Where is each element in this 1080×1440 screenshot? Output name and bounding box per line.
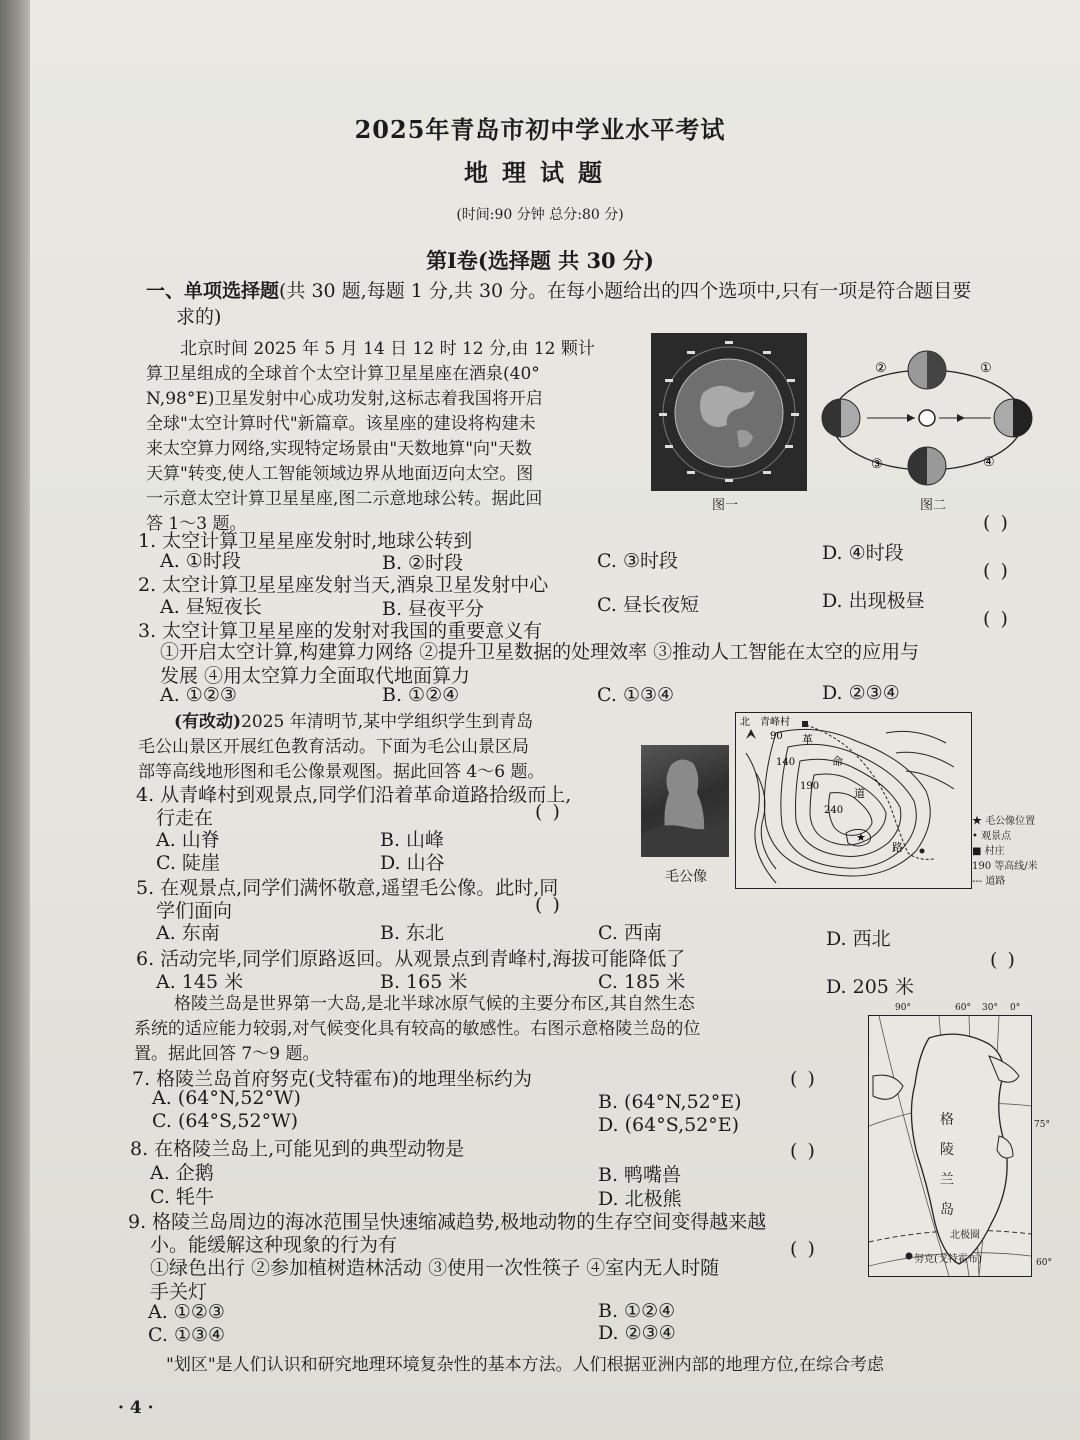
q2-answer-blank[interactable]: ( ) <box>983 560 1010 582</box>
q9-stem-line-2: 小。能缓解这种现象的行为有 <box>150 1234 398 1256</box>
q1-answer-blank[interactable]: ( ) <box>983 512 1010 534</box>
q1-option-d[interactable]: D. ④时段 <box>822 542 904 564</box>
passage-1-line: 全球"太空计算时代"新篇章。该星座的建设将构建未 <box>146 414 536 434</box>
island-name-char: 陵 <box>940 1142 954 1158</box>
q4-option-d[interactable]: D. 山谷 <box>380 852 445 874</box>
q9-option-d[interactable]: D. ②③④ <box>598 1322 676 1344</box>
instruction-line-2: 求的) <box>176 306 222 328</box>
q5-stem-line-2: 学们面向 <box>156 900 233 922</box>
nuuk-label: 努克(戈特霍布) <box>914 1254 982 1265</box>
contour-label-240: 240 <box>824 805 844 816</box>
q9-option-c[interactable]: C. ①③④ <box>148 1324 226 1346</box>
road-char-4: 路 <box>892 841 903 854</box>
q6-option-c[interactable]: C. 185 米 <box>598 971 686 993</box>
passage-1-line: 一示意太空计算卫星星座,图二示意地球公转。据此回 <box>146 489 543 509</box>
svg-text:★: ★ <box>856 831 866 844</box>
q4-answer-blank[interactable]: ( ) <box>535 801 562 823</box>
q1-stem: 1. 太空计算卫星星座发射时,地球公转到 <box>138 530 473 552</box>
q3-option-c[interactable]: C. ①③④ <box>597 684 675 706</box>
q5-option-a[interactable]: A. 东南 <box>156 922 220 944</box>
lon-label-60: 60° <box>955 1003 971 1013</box>
contour-label-190: 190 <box>800 781 820 792</box>
q8-answer-blank[interactable]: ( ) <box>790 1140 817 1162</box>
q7-option-d[interactable]: D. (64°S,52°E) <box>598 1114 740 1136</box>
q8-stem: 8. 在格陵兰岛上,可能见到的典型动物是 <box>130 1138 465 1160</box>
instruction-line-1: (共 30 题,每题 1 分,共 30 分。在每小题给出的四个选项中,只有一项是符合题目要 <box>279 280 972 302</box>
marker-3: ③ <box>871 457 883 472</box>
contour-map <box>735 712 972 889</box>
passage-1-line: 来太空算力网络,实现特定场景由"天数地算"向"天数 <box>146 439 532 459</box>
q1-option-c[interactable]: C. ③时段 <box>597 550 678 572</box>
lon-label-90: 90° <box>895 1003 911 1013</box>
q9-stem-line-1: 9. 格陵兰岛周边的海冰范围呈快速缩减趋势,极地动物的生存空间变得越来越 <box>128 1211 767 1233</box>
q6-stem: 6. 活动完毕,同学们原路返回。从观景点到青峰村,海拔可能降低了 <box>136 948 686 970</box>
marker-1: ① <box>980 361 992 376</box>
q2-option-a[interactable]: A. 昼短夜长 <box>160 596 262 618</box>
island-name-char: 兰 <box>940 1172 954 1188</box>
q6-option-d[interactable]: D. 205 米 <box>826 976 914 998</box>
map-village-label: 青峰村 <box>760 717 790 728</box>
q3-statements-line-2: 发展 ④用太空算力全面取代地面算力 <box>160 665 471 687</box>
q4-stem-line-2: 行走在 <box>156 807 214 829</box>
road-char-3: 道 <box>854 787 865 800</box>
lat-label-75: 75° <box>1034 1120 1050 1130</box>
q5-stem-line-1: 5. 在观景点,同学们满怀敬意,遥望毛公像。此时,同 <box>136 877 559 899</box>
passage-2 <box>138 710 544 785</box>
passage-2-line: 2025 年清明节,某中学组织学生到青岛 <box>241 712 534 732</box>
contour-label-90: 90 <box>770 731 783 742</box>
q4-option-a[interactable]: A. 山脊 <box>156 829 220 851</box>
passage-2-line: 毛公山景区开展红色教育活动。下面为毛公山景区局 <box>138 737 529 757</box>
marker-4: ④ <box>983 455 995 470</box>
lon-label-0: 0° <box>1010 1003 1021 1013</box>
time-info: (时间:90 分钟 总分:80 分) <box>456 207 624 223</box>
q3-option-b[interactable]: B. ①②④ <box>382 684 460 706</box>
part-title: 第Ⅰ卷(选择题 共 30 分) <box>426 248 654 273</box>
arctic-circle-label: 北极圈 <box>950 1230 980 1241</box>
passage-3 <box>134 992 700 1067</box>
marker-2: ② <box>875 361 887 376</box>
island-name-char: 岛 <box>940 1202 954 1218</box>
passage-2-line: 部等高线地形图和毛公像景观图。据此回答 4～6 题。 <box>138 762 545 782</box>
q2-option-c[interactable]: C. 昼长夜短 <box>597 594 699 616</box>
legend-viewpoint: 观景点 <box>981 831 1012 842</box>
page-number: · 4 · <box>118 1398 154 1418</box>
q4-option-c[interactable]: C. 陡崖 <box>156 852 220 874</box>
portrait-caption: 毛公像 <box>665 869 707 885</box>
q8-option-b[interactable]: B. 鸭嘴兽 <box>598 1164 682 1186</box>
q9-statements-line-1: ①绿色出行 ②参加植树造林活动 ③使用一次性筷子 ④室内无人时随 <box>150 1257 720 1279</box>
lat-label-60: 60° <box>1036 1258 1052 1268</box>
figure-2-earth-revolution <box>815 348 1040 493</box>
section-heading: 一、单项选择题 <box>146 280 280 302</box>
q8-option-a[interactable]: A. 企鹅 <box>150 1162 214 1184</box>
road-char-2: 命 <box>832 755 843 768</box>
passage-3-line: 格陵兰岛是世界第一大岛,是北半球冰原气候的主要分布区,其自然生态 <box>174 994 695 1014</box>
q8-option-d[interactable]: D. 北极熊 <box>598 1188 682 1210</box>
q7-option-c[interactable]: C. (64°S,52°W) <box>152 1110 299 1132</box>
legend-road: 道路 <box>985 876 1006 887</box>
figure-1-satellite-image <box>651 333 807 491</box>
passage-1-line: 答 1～3 题。 <box>146 514 247 534</box>
q7-answer-blank[interactable]: ( ) <box>790 1068 817 1090</box>
q3-stem: 3. 太空计算卫星星座的发射对我国的重要意义有 <box>138 620 543 642</box>
q3-statements-line-1: ①开启太空计算,构建算力网络 ②提升卫星数据的处理效率 ③推动人工智能在太空的应用与 <box>160 641 920 663</box>
q7-stem: 7. 格陵兰岛首府努克(戈特霍布)的地理坐标约为 <box>132 1068 532 1090</box>
island-name <box>940 1105 954 1225</box>
q1-option-b[interactable]: B. ②时段 <box>382 552 464 574</box>
contour-label-140: 140 <box>776 757 796 768</box>
q9-statements-line-2: 手关灯 <box>150 1281 208 1303</box>
map-north-label: 北 <box>740 717 750 728</box>
q7-option-b[interactable]: B. (64°N,52°E) <box>598 1091 742 1113</box>
legend-village: 村庄 <box>984 846 1005 857</box>
q3-option-d[interactable]: D. ②③④ <box>822 682 900 704</box>
q9-option-a[interactable]: A. ①②③ <box>148 1301 225 1323</box>
road-char-1: 革 <box>802 733 813 746</box>
q6-option-b[interactable]: B. 165 米 <box>380 971 468 993</box>
q4-option-b[interactable]: B. 山峰 <box>380 829 445 851</box>
passage-3-line: 置。据此回答 7～9 题。 <box>134 1044 320 1064</box>
q5-answer-blank[interactable]: ( ) <box>535 894 562 916</box>
figure-1-caption: 图一 <box>712 498 739 513</box>
passage-1-line: N,98°E)卫星发射中心成功发射,这标志着我国将开启 <box>146 389 543 409</box>
q3-answer-blank[interactable]: ( ) <box>983 608 1010 630</box>
q9-option-b[interactable]: B. ①②④ <box>598 1300 676 1322</box>
q6-answer-blank[interactable]: ( ) <box>990 949 1017 971</box>
legend-contour: 等高线/米 <box>994 861 1038 872</box>
mao-portrait-photo <box>641 745 729 857</box>
q2-stem: 2. 太空计算卫星星座发射当天,酒泉卫星发射中心 <box>138 574 549 596</box>
q3-option-a[interactable]: A. ①②③ <box>160 684 237 706</box>
section-instructions <box>146 279 971 303</box>
passage-1 <box>146 337 646 537</box>
passage-3-line: 系统的适应能力较弱,对气候变化具有较高的敏感性。右图示意格陵兰岛的位 <box>134 1019 701 1039</box>
lon-label-30: 30° <box>982 1003 998 1013</box>
q5-option-c[interactable]: C. 西南 <box>598 922 662 944</box>
q8-option-c[interactable]: C. 牦牛 <box>150 1186 214 1208</box>
passage-4: "划区"是人们认识和研究地理环境复杂性的基本方法。人们根据亚洲内部的地理方位,在综合考虑 <box>166 1355 885 1375</box>
exam-title: 2025年青岛市初中学业水平考试 <box>354 115 726 144</box>
q5-option-d[interactable]: D. 西北 <box>826 928 891 950</box>
passage-1-line: 北京时间 2025 年 5 月 14 日 12 时 12 分,由 12 颗计 <box>180 339 595 359</box>
subject-title: 地理试题 <box>464 158 616 187</box>
q9-answer-blank[interactable]: ( ) <box>790 1238 817 1260</box>
q7-option-a[interactable]: A. (64°N,52°W) <box>152 1087 301 1109</box>
q5-option-b[interactable]: B. 东北 <box>380 922 445 944</box>
legend-portrait: 毛公像位置 <box>985 816 1036 827</box>
passage-1-line: 天算"转变,使人工智能领域边界从地面迈向太空。图 <box>146 464 534 484</box>
passage-1-line: 算卫星组成的全球首个太空计算卫星星座在酒泉(40° <box>146 364 540 384</box>
contour-legend: ★ 毛公像位置 • 观景点 ■ 村庄 190 等高线/米 --- 道路 <box>972 816 1038 887</box>
figure-2-caption: 图二 <box>920 498 947 513</box>
passage-2-tag: (有改动) <box>174 712 242 732</box>
q2-option-d[interactable]: D. 出现极昼 <box>822 590 925 612</box>
q1-option-a[interactable]: A. ①时段 <box>160 550 241 572</box>
legend-contour-value: 190 <box>972 861 992 872</box>
q2-option-b[interactable]: B. 昼夜平分 <box>382 598 485 620</box>
q6-option-a[interactable]: A. 145 米 <box>156 971 244 993</box>
q4-stem-line-1: 4. 从青峰村到观景点,同学们沿着革命道路拾级而上, <box>136 784 572 806</box>
island-name-char: 格 <box>940 1112 954 1128</box>
